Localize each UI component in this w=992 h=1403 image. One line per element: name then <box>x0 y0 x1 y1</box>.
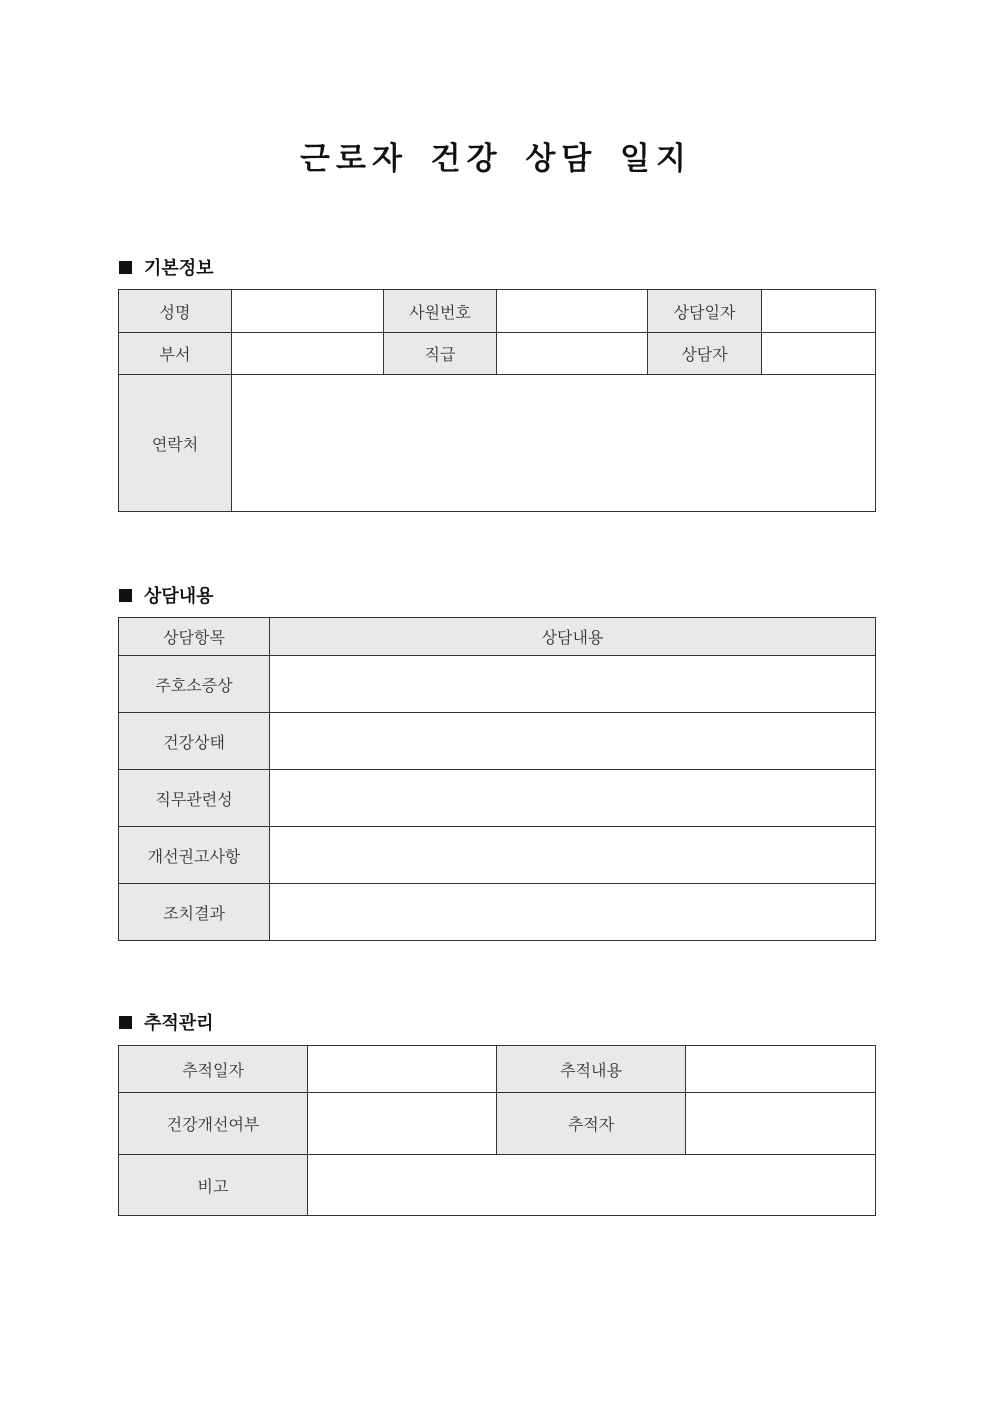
followup-date-field[interactable] <box>308 1046 497 1093</box>
document-title: 근로자 건강 상담 일지 <box>300 141 692 177</box>
section-heading-followup <box>119 1009 214 1035</box>
section-heading-consultation <box>119 582 214 608</box>
consult-date-field[interactable] <box>762 290 876 333</box>
followup-table <box>118 1045 876 1216</box>
consult-item-label: 조치결과 <box>119 884 270 941</box>
department-field[interactable] <box>232 333 384 375</box>
section-heading-label: 추적관리 <box>144 1013 214 1034</box>
consult-item-label: 개선권고사항 <box>119 827 270 884</box>
consult-item-column-header: 상담항목 <box>119 618 270 656</box>
tracker-field[interactable] <box>686 1093 876 1155</box>
section-heading-label: 기본정보 <box>144 258 214 279</box>
consult-item-label: 건강상태 <box>119 713 270 770</box>
employee-number-field[interactable] <box>497 290 648 333</box>
basic-info-table <box>118 289 876 512</box>
consultation-table <box>118 617 876 941</box>
health-status-field[interactable] <box>270 713 876 770</box>
followup-date-label: 추적일자 <box>119 1046 308 1093</box>
work-relevance-field[interactable] <box>270 770 876 827</box>
followup-content-field[interactable] <box>686 1046 876 1093</box>
consult-item-label: 주호소증상 <box>119 656 270 713</box>
remarks-field[interactable] <box>308 1155 876 1216</box>
action-result-field[interactable] <box>270 884 876 941</box>
health-improvement-label: 건강개선여부 <box>119 1093 308 1155</box>
counselor-label: 상담자 <box>648 333 762 375</box>
health-improvement-field[interactable] <box>308 1093 497 1155</box>
chief-complaint-field[interactable] <box>270 656 876 713</box>
consult-date-label: 상담일자 <box>648 290 762 333</box>
square-bullet-icon <box>119 589 132 602</box>
employee-number-label: 사원번호 <box>384 290 497 333</box>
position-label: 직급 <box>384 333 497 375</box>
name-label: 성명 <box>119 290 232 333</box>
tracker-label: 추적자 <box>497 1093 686 1155</box>
square-bullet-icon <box>119 261 132 274</box>
department-label: 부서 <box>119 333 232 375</box>
section-heading-label: 상담내용 <box>144 586 214 607</box>
improvement-recommendation-field[interactable] <box>270 827 876 884</box>
followup-content-label: 추적내용 <box>497 1046 686 1093</box>
name-field[interactable] <box>232 290 384 333</box>
consult-content-column-header: 상담내용 <box>270 618 876 656</box>
section-heading-basic-info <box>119 254 214 280</box>
position-field[interactable] <box>497 333 648 375</box>
counselor-field[interactable] <box>762 333 876 375</box>
contact-label: 연락처 <box>119 375 232 512</box>
contact-field[interactable] <box>232 375 876 512</box>
square-bullet-icon <box>119 1016 132 1029</box>
remarks-label: 비고 <box>119 1155 308 1216</box>
consult-item-label: 직무관련성 <box>119 770 270 827</box>
